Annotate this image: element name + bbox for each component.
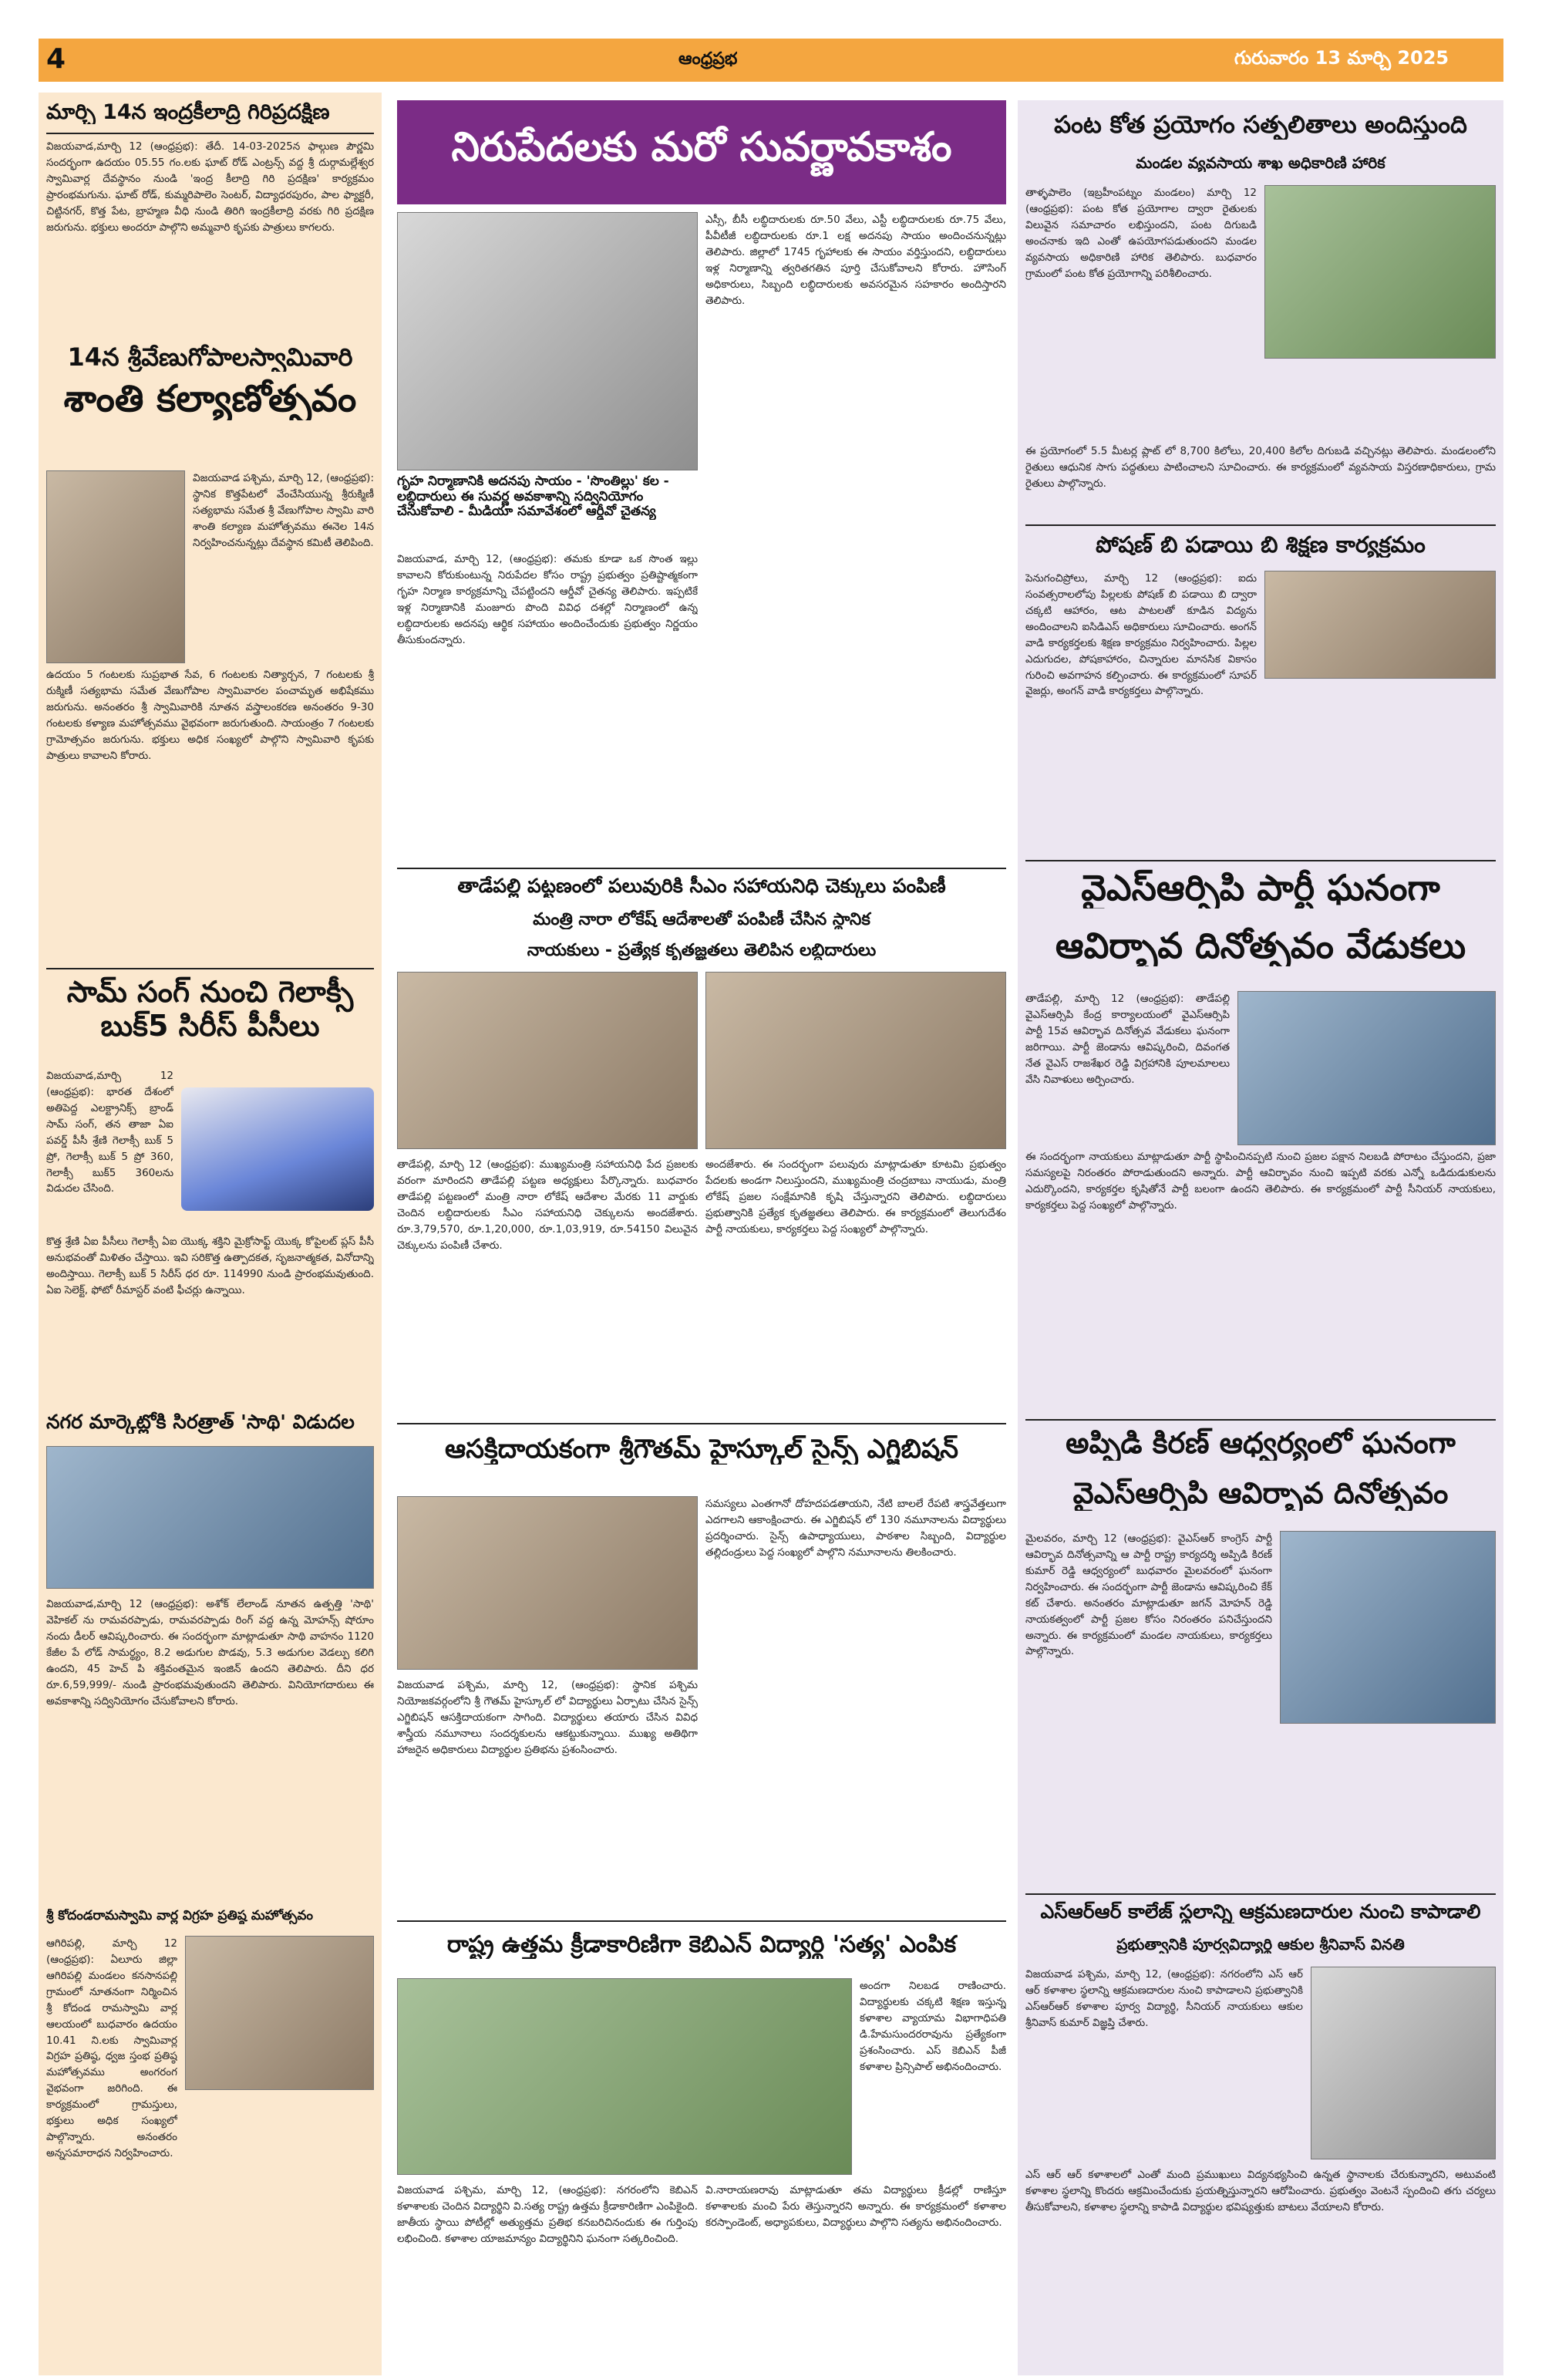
center-s3-body-a: విజయవాడ పశ్చిమ, మార్చి 12, (ఆంధ్రప్రభ): స్థానిక పశ్చిమ నియోజకవర్గంలోని శ్రీ గౌతమ్ హైస్కూల్ లో విద్యార్థులు ఏర్పాటు చేసిన సైన్స్ ఎగ్జిబిషన్ ఆసక్తిదాయకంగా సాగింది. విద్యార్థులు తయారు చేసిన వివిధ శాస్త్రీయ నమూనాలు సందర్శకులను ఆకట్టుకున్నాయి. ముఖ్య అతిథిగా హాజరైన అధికారులు విద్యార్థుల ప్రతిభను ప్రశంసించారు. (397, 1679, 698, 1756)
left-s5-title: శ్రీ కోదండరామస్వామి వార్ల విగ్రహ ప్రతిష్ఠ మహోత్సవం (46, 1909, 313, 1923)
divider (397, 1423, 1006, 1424)
divider (397, 1920, 1006, 1922)
center-s2-subtitle-1: మంత్రి నారా లోకేష్ ఆదేశాలతో పంపిణీ చేసిన స్థానిక (533, 910, 870, 929)
divider (397, 868, 1006, 869)
center-s3-body-b: సమస్యలు ఎంతగానో దోహదపడతాయని, నేటి బాలలే రేపటి శాస్త్రవేత్తలుగా ఎదగాలని ఆకాంక్షించారు. ఈ ఎగ్జిబిషన్ లో 130 నమూనాలను విద్యార్థులు ప్రదర్శించారు. సైన్స్ ఉపాధ్యాయులు, పాఠశాల సిబ్బంది, విద్యార్థుల తల్లిదండ్రులు పెద్ద సంఖ్యలో పాల్గొని నమూనాలను తిలకించారు. (705, 1498, 1006, 1559)
center-s4-body-b: వి.నారాయణరావు మాట్లాడుతూ తమ విద్యార్థులు క్రీడల్లో రాణిస్తూ కళాశాలకు మంచి పేరు తెస్తున్నారని అన్నారు. ఈ కార్యక్రమంలో కళాశాల కరస్పాండెంట్, అధ్యాపకులు, విద్యార్థులు పాల్గొని సత్యను అభినందించారు. (705, 2184, 1006, 2229)
right-s3-title-b: ఆవిర్భావ దినోత్సవం వేడుకలు (1055, 925, 1466, 966)
sports-felicitation-photo (397, 1978, 852, 2175)
laptop-photo (181, 1087, 374, 1211)
right-s3-body-b: ఈ సందర్భంగా నాయకులు మాట్లాడుతూ పార్టీ స్థాపించినప్పటి నుంచి ప్రజల పక్షాన నిలబడి పోరాటం చేస్తుందని, ప్రజా సమస్యలపై నిరంతరం పోరాడుతుందని అన్నారు. పార్టీ ఆవిర్భావం నుంచి ఇప్పటి వరకు ఎన్నో ఒడిదుడుకులను ఎదుర్కొందని, కార్యకర్తల కృషితోనే పార్టీ బలంగా ఉందని తెలిపారు. ఈ కార్యక్రమంలో పార్టీ సీనియర్ నాయకులు, కార్యకర్తలు పెద్ద సంఖ్యలో పాల్గొన్నారు. (1025, 1151, 1496, 1212)
right-s3-title-a: వైఎస్ఆర్సిపి పార్టీ ఘనంగా (1081, 868, 1440, 909)
rdo-press-photo (397, 212, 698, 470)
left-s3-title: సామ్ సంగ్ నుంచి గెలాక్సీ బుక్5 సిరీస్ పీసీలు (66, 976, 354, 1043)
left-s2-kicker: 14న శ్రీవేణుగోపాలస్వామివారి (67, 343, 353, 372)
left-s2-body-a: విజయవాడ పశ్చిమ, మార్చి 12, (ఆంధ్రప్రభ): స్థానిక కొత్తపేటలో వేంచేసియున్న శ్రీరుక్మిణీ సత్యభామ సమేత శ్రీ వేణుగోపాల స్వామి వారి శాంతి కల్యాణ మహోత్సవము ఈనెల 14న నిర్వహించనున్నట్లు దేవస్థాన కమిటీ తెలిపింది. (193, 472, 374, 549)
center-s4-side: అందగా నిలబడ రాణించారు. విద్యార్థులకు చక్కటి శిక్షణ ఇస్తున్న కళాశాల వ్యాయామ విభాగాధిపతి డి.హేమసుందరరావును ప్రత్యేకంగా ప్రశంసించారు. ఎస్ కెబిఎన్ పీజీ కళాశాల ప్రిన్సిపాల్ అభినందించారు. (860, 1980, 1006, 2073)
right-s1-body-a: తాళ్ళపాలెం (ఇబ్రహీంపట్నం మండలం) మార్చి 12 (ఆంధ్రప్రభ): పంట కోత ప్రయోగాల ద్వారా రైతులకు విలువైన సమాచారం లభిస్తుందని, పంట దిగుబడి అంచనాకు ఇది ఎంతో ఉపయోగపడుతుందని మండల వ్యవసాయ అధికారిణి హారిక తెలిపారు. బుధవారం గ్రామంలో పంట కోత ప్రయోగాన్ని పరిశీలించారు. (1025, 187, 1257, 280)
center-lead-caption: గృహ నిర్మాణానికి అదనపు సాయం - 'సొంతిల్లు' కల - లబ్ధిదారులు ఈ సువర్ణ అవకాశాన్ని సద్వినియోగం చేసుకోవాలి - మీడియా సమావేశంలో ఆర్డీవో చైతన్య (397, 474, 669, 520)
left-s4-body: విజయవాడ,మార్చి 12 (ఆంధ్రప్రభ): అశోక్ లేలాండ్ నూతన ఉత్పత్తి 'సాథి' వెహికల్ ను రామవరప్పాడు, రామవరప్పాడు రింగ్ వద్ద ఉన్న మోహన్స్ షోరూం నందు డీలర్ ఆవిష్కరించారు. ఈ సందర్భంగా మాట్లాడుతూ సాథి వాహనం 1120 కేజీల పే లోడ్ సామర్థ్యం, 8.2 అడుగుల పొడవు, 5.3 అడుగుల వెడల్పు కలిగి ఉందని, 45 హెచ్ పి శక్తివంతమైన ఇంజిన్ ఉందని తెలిపారు. దీని ధర రూ.6,59,999/- నుండి ప్రారంభమవుతుందని తెలిపారు. వినియోగదారులు ఈ అవకాశాన్ని సద్వినియోగం చేసుకోవాలని కోరారు. (46, 1598, 374, 1707)
divider (1025, 524, 1496, 526)
training-photo (1264, 571, 1496, 679)
right-s4-title-a: అప్పిడి కిరణ్ ఆధ్వర్యంలో ఘనంగా (1066, 1427, 1456, 1460)
left-s2-body-b: ఉదయం 5 గంటలకు సుప్రభాత సేవ, 6 గంటలకు నిత్యార్చన, 7 గంటలకు శ్రీ రుక్మిణీ సత్యభామ సమేత వేణుగోపాల స్వామివారల పంచామృత అభిషేకము జరుగును. అనంతరం శ్రీ స్వామివారికి నూతన వస్త్రాలంకరణ అనంతరం 9-30 గంటలకు కళ్యాణ మహోత్సవము వైభవంగా జరుగుతుంది. సాయంత్రం 7 గంటలకు గ్రామోత్సవం జరుగును. భక్తులు అధిక సంఖ్యలో పాల్గొని స్వామివారి కృపకు పాత్రులు కావాలని కోరారు. (46, 669, 374, 762)
party-celebration-photo (1237, 991, 1496, 1145)
divider (1025, 860, 1496, 861)
center-s2-body-a: తాడేపల్లి, మార్చి 12 (ఆంధ్రప్రభ): ముఖ్యమంత్రి సహాయనిధి పేద ప్రజలకు వరంగా మారిందని తాడేపల్లి పట్టణ అధ్యక్షులు పేర్కొన్నారు. బుధవారం తాడేపల్లి పట్టణంలో మంత్రి నారా లోకేష్ ఆదేశాల మేరకు 11 వార్డుకు చెందిన లబ్ధిదారులకు సీఎం సహాయనిధి చెక్కులను అందజేశారు. రూ.3,79,570, రూ.1,20,000, రూ.1,03,919, రూ.54150 విలువైన చెక్కులను పంపిణీ చేశారు. (397, 1158, 698, 1252)
right-s4-body: మైలవరం, మార్చి 12 (ఆంధ్రప్రభ): వైఎస్ఆర్ కాంగ్రెస్ పార్టీ ఆవిర్భావ దినోత్సవాన్ని ఆ పార్టీ రాష్ట్ర కార్యదర్శి అప్పిడి కిరణ్ కుమార్ రెడ్డి ఆధ్వర్యంలో బుధవారం మైలవరంలో ఘనంగా నిర్వహించారు. ఈ సందర్భంగా పార్టీ జెండాను ఆవిష్కరించి కేక్ కట్ చేశారు. అనంతరం మాట్లాడుతూ జగన్ మోహన్ రెడ్డి నాయకత్వంలో పార్టీ ప్రజల కోసం నిరంతరం పనిచేస్తుందని అన్నారు. ఈ కార్యక్రమంలో మండల నాయకులు, కార్యకర్తలు పాల్గొన్నారు. (1025, 1532, 1272, 1658)
crop-cutting-photo (1264, 185, 1496, 359)
temple-deity-photo (46, 470, 185, 663)
left-s1-body: విజయవాడ,మార్చి 12 (ఆంధ్రప్రభ): తేదీ. 14-03-2025న ఫాల్గుణ పౌర్ణమి సందర్భంగా ఉదయం 05.55 గం.లకు ఘాట్ రోడ్ ఎంట్రన్స్ వద్ద శ్రీ దుర్గామల్లేశ్వర స్వామివార్ల దేవస్థానం నుండి 'ఇంద్ర కీలాద్రి గిరి ప్రదక్షిణ' కార్యక్రమం ప్రారంభమగును. ఘాట్ రోడ్, కుమ్మరిపాలెం సెంటర్, విద్యాధరపురం, పాల ఫ్యాక్టరీ, చిట్టినగర్, కొత్త పేట, బ్రాహ్మణ వీధి నుండి తిరిగి ఇంద్రకీలాద్రి వరకు గిరి ప్రదక్షిణ జరుగును. భక్తులు అందరూ పాల్గొని అమ్మవారి కృపకు పాత్రులు కాగలరు. (46, 140, 374, 234)
temple-ceremony-photo (185, 1936, 374, 2090)
right-s5-subtitle: ప్రభుత్వానికి పూర్వవిద్యార్థి ఆకుల శ్రీనివాస్ వినతి (1116, 1936, 1405, 1954)
divider (1025, 1419, 1496, 1421)
right-s1-body-b: ఈ ప్రయోగంలో 5.5 మీటర్ల ప్లాట్ లో 8,700 కిలోలు, 20,400 కిలోల దిగుబడి వచ్చినట్లు తెలిపారు. మండలంలోని రైతులు ఆధునిక సాగు పద్ధతులు పాటించాలని సూచించారు. ఈ కార్యక్రమంలో వ్యవసాయ విస్తరణాధికారులు, గ్రామ రైతులు పాల్గొన్నారు. (1025, 445, 1496, 490)
person-portrait-photo (1311, 1967, 1496, 2159)
cheque-distribution-photo-2 (705, 972, 1006, 1149)
center-s4-body-a: విజయవాడ పశ్చిమ, మార్చి 12, (ఆంధ్రప్రభ): నగరంలోని కెబిఎన్ కళాశాలకు చెందిన విద్యార్థిని వి.సత్య రాష్ట్ర ఉత్తమ క్రీడాకారిణిగా ఎంపికైంది. జాతీయ స్థాయి పోటీల్లో అత్యుత్తమ ప్రతిభ కనబరిచినందుకు ఈ గుర్తింపు లభించింది. కళాశాల యాజమాన్యం విద్యార్థినిని ఘనంగా సత్కరించింది. (397, 2184, 698, 2245)
right-s5-body-a: విజయవాడ పశ్చిమ, మార్చి 12, (ఆంధ్రప్రభ): నగరంలోని ఎస్ ఆర్ ఆర్ కళాశాల స్థలాన్ని ఆక్రమణదారుల నుంచి కాపాడాలని ప్రభుత్వానికి ఎస్ఆర్ఆర్ కళాశాల పూర్వ విద్యార్థి, సీనియర్ నాయకులు ఆకుల శ్రీనివాస్ కుమార్ విజ్ఞప్తి చేశారు. (1025, 1968, 1303, 2029)
page-number: 4 (46, 43, 66, 75)
right-s1-subtitle: మండల వ్యవసాయ శాఖ అధికారిణి హారిక (1136, 154, 1385, 172)
left-s1-title: మార్చి 14న ఇంద్రకీలాద్రి గిరిప్రదక్షిణ (46, 100, 330, 124)
left-s4-title: నగర మార్కెట్లోకి సిరత్రాత్ 'సాథి' విడుదల (46, 1411, 355, 1433)
date-label: గురువారం 13 మార్చి 2025 (1234, 47, 1449, 69)
right-s2-body: పెనుగంచిప్రోలు, మార్చి 12 (ఆంధ్రప్రభ): ఐదు సంవత్సరాలలోపు పిల్లలకు పోషణ్ బి పడాయి బి ద్వారా చక్కటి ఆహారం, ఆట పాటలతో కూడిన విద్యను అందించాలని ఐసిడిఎస్ అధికారులు సూచించారు. అంగన్ వాడి కార్యకర్తలకు శిక్షణ కార్యక్రమం నిర్వహించారు. పిల్లల ఎదుగుదల, పోషకాహారం, చిన్నారుల మానసిక వికాసం గురించి అవగాహన కల్పించారు. ఈ కార్యక్రమంలో సూపర్ వైజర్లు, అంగన్ వాడి కార్యకర్తలు పాల్గొన్నారు. (1025, 572, 1257, 698)
right-s4-title-b: వైఎస్ఆర్సిపి ఆవిర్భావ దినోత్సవం (1072, 1477, 1449, 1510)
center-s2-body-b: అందజేశారు. ఈ సందర్భంగా పలువురు మాట్లాడుతూ కూటమి ప్రభుత్వం పేదలకు అండగా నిలుస్తుందని, ముఖ్యమంత్రి చంద్రబాబు నాయుడు, మంత్రి లోకేష్ ప్రజల సంక్షేమానికి కృషి చేస్తున్నారని తెలిపారు. లబ్ధిదారులు ప్రభుత్వానికి ప్రత్యేక కృతజ్ఞతలు తెలిపారు. ఈ కార్యక్రమంలో తెలుగుదేశం పార్టీ నాయకులు, కార్యకర్తలు పెద్ద సంఖ్యలో పాల్గొన్నారు. (705, 1158, 1006, 1236)
statue-celebration-photo (1280, 1531, 1496, 1724)
divider (46, 133, 374, 134)
center-s4-title: రాష్ట్ర ఉత్తమ క్రీడాకారిణిగా కెబిఎన్ విద్యార్థి 'సత్య' ఎంపిక (446, 1932, 957, 1958)
science-exhibition-photo (397, 1496, 698, 1670)
left-s2-title: శాంతి కల్యాణోత్సవం (63, 378, 357, 420)
right-s2-title: పోషణ్ బి పడాయి బి శిక్షణ కార్యక్రమం (1096, 532, 1426, 558)
left-s3-body-b: కొత్త శ్రేణి ఏఐ పీసీలు గెలాక్సీ ఏఐ యొక్క శక్తిని మైక్రోసాఫ్ట్ యొక్క కోపైలట్ ప్లస్ పీసీ అనుభవంతో మిళితం చేస్తాయి. ఇవి సరికొత్త ఉత్పాదకత, సృజనాత్మకత, వినోదాన్ని అందిస్తాయి. గెలాక్సీ బుక్ 5 సిరీస్ ధర రూ. 114990 నుండి ప్రారంభమవుతుంది. ఏఐ సెలెక్ట్, ఫోటో రీమాస్టర్ వంటి ఫీచర్లు ఉన్నాయి. (46, 1236, 374, 1296)
center-s2-subtitle-2: నాయకులు - ప్రత్యేక కృతజ్ఞతలు తెలిపిన లబ్ధిదారులు (527, 941, 877, 960)
center-s3-title: ఆసక్తిదాయకంగా శ్రీగౌతమ్ హైస్కూల్ సైన్స్ ఎగ్జిబిషన్ (444, 1434, 958, 1465)
center-s2-title: తాడేపల్లి పట్టణంలో పలువురికి సీఎం సహాయనిధి చెక్కులు పంపిణీ (457, 875, 946, 897)
right-s3-body-a: తాడేపల్లి, మార్చి 12 (ఆంధ్రప్రభ): తాడేపల్లి వైఎస్ఆర్సిపి కేంద్ర కార్యాలయంలో వైఎస్ఆర్సిపి పార్టీ 15వ ఆవిర్భావ దినోత్సవ వేడుకలు ఘనంగా జరిగాయి. పార్టీ జెండాను ఆవిష్కరించి, దివంగత నేత వైఎస్ రాజశేఖర రెడ్డి విగ్రహానికి పూలమాలలు వేసి నివాళులు అర్పించారు. (1025, 993, 1230, 1086)
center-lead-body-a: విజయవాడ, మార్చి 12, (ఆంధ్రప్రభ): తమకు కూడా ఒక సొంత ఇల్లు కావాలని కోరుకుంటున్న నిరుపేదల కోసం రాష్ట్ర ప్రభుత్వం ప్రతిష్టాత్మకంగా గృహ నిర్మాణ కార్యక్రమాన్ని చేపట్టిందని ఆర్డీవో చైతన్య తెలిపారు. ఇప్పటికే ఇళ్ల నిర్మాణానికి మంజూరు పొంది వివిధ దశల్లో నిర్మాణంలో ఉన్న లబ్ధిదారులకు అదనపు ఆర్థిక సహాయం అందించేందుకు ప్రభుత్వం నిర్ణయం తీసుకుందన్నారు. (397, 553, 698, 646)
divider (46, 968, 374, 969)
masthead: ఆంధ్రప్రభ (678, 49, 738, 69)
left-s5-body: ఆగిరిపల్లి, మార్చి 12 (ఆంధ్రప్రభ): ఏలూరు జిల్లా ఆగిరిపల్లి మండలం కనసానపల్లి గ్రామంలో నూతనంగా నిర్మించిన శ్రీ కోదండ రామస్వామి వార్ల ఆలయంలో బుధవారం ఉదయం 10.41 ని.లకు స్వామివార్ల విగ్రహ ప్రతిష్ఠ, ధ్వజ స్తంభ ప్రతిష్ఠ మహోత్సవము అంగరంగ వైభవంగా జరిగింది. ఈ కార్యక్రమంలో గ్రామస్తులు, భక్తులు అధిక సంఖ్యలో పాల్గొన్నారు. అనంతరం అన్నసమారాధన నిర్వహించారు. (46, 1937, 177, 2159)
center-banner-title: నిరుపేదలకు మరో సువర్ణావకాశం (397, 100, 1006, 204)
vehicle-launch-photo (46, 1446, 374, 1589)
divider (1025, 1893, 1496, 1895)
right-s1-title: పంట కోత ప్రయోగం సత్ఫలితాలు అందిస్తుంది (1054, 112, 1467, 139)
right-s5-body-b: ఎస్ ఆర్ ఆర్ కళాశాలలో ఎంతో మంది ప్రముఖులు విద్యనభ్యసించి ఉన్నత స్థానాలకు చేరుకున్నారని, అటువంటి కళాశాల స్థలాన్ని కొందరు ఆక్రమించేందుకు ప్రయత్నిస్తున్నారని ఆరోపించారు. ప్రభుత్వం వెంటనే స్పందించి తగు చర్యలు తీసుకోవాలని, కళాశాల స్థలాన్ని కాపాడి విద్యార్థుల భవిష్యత్తుకు బాటలు వేయాలని కోరారు. (1025, 2169, 1496, 2213)
cheque-distribution-photo-1 (397, 972, 698, 1149)
left-s3-body-a: విజయవాడ,మార్చి 12 (ఆంధ్రప్రభ): భారత దేశంలో అతిపెద్ద ఎలక్ట్రానిక్స్ బ్రాండ్ సామ్ సంగ్, తన తాజా ఏఐ పవర్డ్ పీసీ శ్రేణి గెలాక్సీ బుక్ 5 ప్రో, గెలాక్సీ బుక్ 5 ప్రో 360, గెలాక్సీ బుక్5 360లను విడుదల చేసింది. (46, 1070, 173, 1195)
center-lead-body-b: ఎస్సీ, బీసీ లబ్ధిదారులకు రూ.50 వేలు, ఎస్టీ లబ్ధిదారులకు రూ.75 వేలు, పీవీటీజీ లబ్ధిదారులకు రూ.1 లక్ష అదనపు సాయం అందించనున్నట్లు తెలిపారు. జిల్లాలో 1745 గృహాలకు ఈ సాయం వర్తిస్తుందని, లబ్ధిదారులు ఇళ్ల నిర్మాణాన్ని త్వరితగతిన పూర్తి చేసుకోవాలని కోరారు. హౌసింగ్ అధికారులు, సిబ్బంది లబ్ధిదారులకు అవసరమైన సహకారం అందిస్తారని తెలిపారు. (705, 214, 1006, 307)
right-s5-title: ఎస్ఆర్ఆర్ కాలేజ్ స్థలాన్ని ఆక్రమణదారుల నుంచి కాపాడాలి (1040, 1901, 1481, 1923)
